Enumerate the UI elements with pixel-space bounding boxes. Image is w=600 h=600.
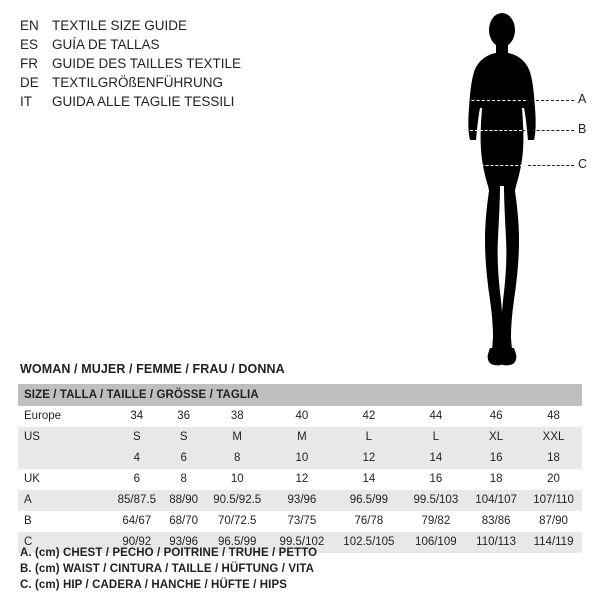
row-label: Europe <box>18 406 110 427</box>
language-code: FR <box>20 56 38 71</box>
table-cell: 6 <box>110 469 164 490</box>
language-row <box>20 35 320 54</box>
table-cell: 70/72.5 <box>204 511 271 532</box>
language-code: ES <box>20 37 39 52</box>
table-cell: 99.5/103 <box>405 490 467 511</box>
note-hip: C. (cm) HIP / CADERA / HANCHE / HÜFTE / HIPS <box>20 579 288 591</box>
table-cell: 87/90 <box>525 511 582 532</box>
language-title: GUIDE DES TAILLES TEXTILE <box>52 56 242 71</box>
table-row <box>18 448 582 469</box>
table-cell: 96.5/99 <box>204 532 271 553</box>
table-cell: 85/87.5 <box>110 490 164 511</box>
note-waist: B. (cm) WAIST / CINTURA / TAILLE / HÜFTUNG / VITA <box>20 563 315 575</box>
table-cell: 44 <box>405 406 467 427</box>
row-label <box>18 448 110 469</box>
row-label: B <box>18 511 110 532</box>
table-cell: 16 <box>467 448 525 469</box>
table-cell: 12 <box>271 469 333 490</box>
table-cell: 46 <box>467 406 525 427</box>
size-table-container <box>18 384 582 553</box>
measure-line-b-outer <box>522 130 574 131</box>
table-cell: 102.5/105 <box>333 532 404 553</box>
section-title: WOMAN / MUJER / FEMME / FRAU / DONNA <box>20 362 285 376</box>
measure-line-a-outer <box>526 100 574 101</box>
language-row <box>20 16 320 35</box>
table-cell: 6 <box>164 448 204 469</box>
table-header-label: SIZE / TALLA / TAILLE / GRÖSSE / TAGLIA <box>18 384 582 406</box>
table-cell: XL <box>467 427 525 448</box>
table-cell: 38 <box>204 406 271 427</box>
row-label: C <box>18 532 110 553</box>
table-cell: 18 <box>525 448 582 469</box>
note-chest: A. (cm) CHEST / PECHO / POITRINE / TRUHE / PETTO <box>20 547 318 559</box>
table-cell: 34 <box>110 406 164 427</box>
size-table <box>18 384 582 553</box>
table-cell: 107/110 <box>525 490 582 511</box>
language-title-list <box>20 16 320 111</box>
table-cell: M <box>204 427 271 448</box>
language-code: EN <box>20 18 39 33</box>
language-row <box>20 92 320 111</box>
table-cell: 90.5/92.5 <box>204 490 271 511</box>
table-row <box>18 469 582 490</box>
table-cell: 10 <box>204 469 271 490</box>
measure-line-c-outer <box>528 165 574 166</box>
table-cell: 110/113 <box>467 532 525 553</box>
measure-label-c: C <box>578 157 588 171</box>
language-row <box>20 54 320 73</box>
table-cell: 90/92 <box>110 532 164 553</box>
language-title: GUIDA ALLE TAGLIE TESSILI <box>52 94 235 109</box>
table-cell: 14 <box>333 469 404 490</box>
table-cell: 10 <box>271 448 333 469</box>
table-cell: 79/82 <box>405 511 467 532</box>
table-cell: 8 <box>204 448 271 469</box>
female-silhouette-figure <box>430 8 590 368</box>
row-label: US <box>18 427 110 448</box>
row-label: UK <box>18 469 110 490</box>
table-header-row <box>18 384 582 406</box>
table-cell: 83/86 <box>467 511 525 532</box>
table-cell: 36 <box>164 406 204 427</box>
table-cell: S <box>110 427 164 448</box>
table-cell: 96.5/99 <box>333 490 404 511</box>
table-cell: L <box>405 427 467 448</box>
table-row <box>18 427 582 448</box>
table-cell: M <box>271 427 333 448</box>
measure-line-c-inner <box>456 165 528 166</box>
language-title: GUÍA DE TALLAS <box>52 37 160 52</box>
table-cell: S <box>164 427 204 448</box>
language-code: DE <box>20 75 39 90</box>
measure-label-a: A <box>578 92 587 106</box>
table-cell: 76/78 <box>333 511 404 532</box>
table-cell: 106/109 <box>405 532 467 553</box>
measurement-notes <box>20 545 540 593</box>
table-cell: 40 <box>271 406 333 427</box>
language-title: TEXTILE SIZE GUIDE <box>52 18 188 33</box>
table-cell: 99.5/102 <box>271 532 333 553</box>
table-cell: 48 <box>525 406 582 427</box>
table-cell: 42 <box>333 406 404 427</box>
table-cell: 114/119 <box>525 532 582 553</box>
measure-line-a-inner <box>456 100 526 101</box>
measure-line-b-inner <box>460 130 522 131</box>
measure-label-b: B <box>578 122 587 136</box>
table-cell: 16 <box>405 469 467 490</box>
table-cell: 93/96 <box>271 490 333 511</box>
table-cell: 68/70 <box>164 511 204 532</box>
table-cell: 18 <box>467 469 525 490</box>
table-cell: L <box>333 427 404 448</box>
table-cell: 14 <box>405 448 467 469</box>
table-cell: 104/107 <box>467 490 525 511</box>
table-cell: 73/75 <box>271 511 333 532</box>
row-label: A <box>18 490 110 511</box>
table-cell: 88/90 <box>164 490 204 511</box>
table-cell: 4 <box>110 448 164 469</box>
table-row <box>18 511 582 532</box>
table-cell: 12 <box>333 448 404 469</box>
table-cell: XXL <box>525 427 582 448</box>
language-title: TEXTILGRÖßENFÜHRUNG <box>52 75 224 90</box>
table-row <box>18 406 582 427</box>
language-code: IT <box>20 94 32 109</box>
silhouette-icon <box>430 8 590 368</box>
table-cell: 93/96 <box>164 532 204 553</box>
table-cell: 64/67 <box>110 511 164 532</box>
table-row <box>18 490 582 511</box>
table-cell: 20 <box>525 469 582 490</box>
language-row <box>20 73 320 92</box>
table-cell: 8 <box>164 469 204 490</box>
